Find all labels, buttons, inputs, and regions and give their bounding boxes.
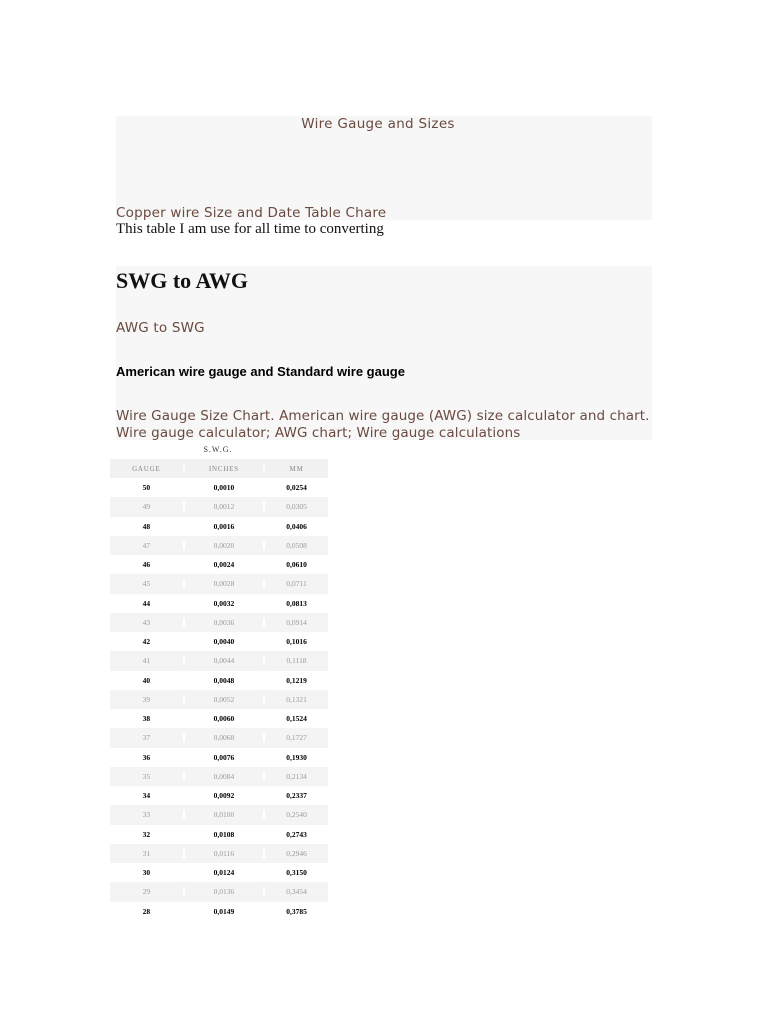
cell-gauge: 43 xyxy=(142,617,151,627)
table-row xyxy=(110,574,328,593)
table-row xyxy=(110,536,328,555)
table-row xyxy=(110,902,328,921)
cell-mm: 0,1118 xyxy=(263,656,328,665)
table-row xyxy=(110,690,328,709)
cell-mm: 0,0508 xyxy=(263,541,328,550)
table-header-row xyxy=(110,459,328,478)
cell-mm: 0,2134 xyxy=(263,772,328,781)
page-subtitle: Copper wire Size and Date Table Chare xyxy=(116,205,387,221)
cell-gauge: 29 xyxy=(142,887,151,897)
table-row xyxy=(110,497,328,516)
table-row xyxy=(110,786,328,805)
cell-gauge: 36 xyxy=(142,752,151,762)
cell-inches: 0,0024 xyxy=(183,560,264,569)
cell-mm: 0,1727 xyxy=(263,733,328,742)
cell-inches: 0,0136 xyxy=(183,887,264,896)
section-heading: SWG to AWG xyxy=(116,268,249,293)
cell-mm: 0,1016 xyxy=(263,637,328,646)
table-row xyxy=(110,825,328,844)
cell-inches: 0,0124 xyxy=(183,868,264,877)
cell-inches: 0,0108 xyxy=(183,830,264,839)
table-row xyxy=(110,651,328,670)
cell-mm: 0,2946 xyxy=(263,849,328,858)
intro-text: This table I am use for all time to converting xyxy=(116,221,384,237)
cell-inches: 0,0010 xyxy=(183,483,264,492)
table-row xyxy=(110,767,328,786)
table-row xyxy=(110,613,328,632)
cell-mm: 0,3150 xyxy=(263,868,328,877)
header-inches: INCHES xyxy=(183,465,264,473)
cell-inches: 0,0016 xyxy=(183,522,264,531)
cell-mm: 0,2743 xyxy=(263,830,328,839)
cell-mm: 0,3454 xyxy=(263,887,328,896)
cell-inches: 0,0040 xyxy=(183,637,264,646)
cell-mm: 0,0610 xyxy=(263,560,328,569)
cell-inches: 0,0052 xyxy=(183,695,264,704)
cell-gauge: 34 xyxy=(142,791,151,801)
cell-gauge: 50 xyxy=(142,483,151,493)
cell-inches: 0,0028 xyxy=(183,579,264,588)
cell-inches: 0,0032 xyxy=(183,599,264,608)
header-block xyxy=(116,116,652,220)
cell-inches: 0,0020 xyxy=(183,541,264,550)
cell-gauge: 38 xyxy=(142,714,151,724)
cell-inches: 0,0084 xyxy=(183,772,264,781)
cell-mm: 0,1930 xyxy=(263,753,328,762)
cell-gauge: 42 xyxy=(142,637,151,647)
cell-gauge: 31 xyxy=(142,848,151,858)
cell-mm: 0,1219 xyxy=(263,676,328,685)
cell-gauge: 47 xyxy=(142,540,151,550)
cell-mm: 0,0914 xyxy=(263,618,328,627)
cell-mm: 0,2540 xyxy=(263,810,328,819)
cell-gauge: 46 xyxy=(142,560,151,570)
cell-inches: 0,0068 xyxy=(183,733,264,742)
gauge-table xyxy=(110,459,328,921)
cell-mm: 0,0305 xyxy=(263,502,328,511)
table-row xyxy=(110,632,328,651)
cell-inches: 0,0036 xyxy=(183,618,264,627)
cell-mm: 0,0406 xyxy=(263,522,328,531)
cell-gauge: 35 xyxy=(142,771,151,781)
table-row xyxy=(110,671,328,690)
cell-mm: 0,0254 xyxy=(263,483,328,492)
cell-inches: 0,0092 xyxy=(183,791,264,800)
awg-to-swg-text: AWG to SWG xyxy=(116,320,205,336)
table-row xyxy=(110,555,328,574)
cell-mm: 0,3785 xyxy=(263,907,328,916)
cell-gauge: 41 xyxy=(142,656,151,666)
cell-mm: 0,2337 xyxy=(263,791,328,800)
section-bold-line: American wire gauge and Standard wire gauge xyxy=(116,364,405,379)
table-row xyxy=(110,844,328,863)
table-caption: S.W.G. xyxy=(203,445,233,454)
cell-inches: 0,0048 xyxy=(183,676,264,685)
table-row xyxy=(110,748,328,767)
table-row xyxy=(110,478,328,497)
cell-gauge: 45 xyxy=(142,579,151,589)
cell-inches: 0,0100 xyxy=(183,810,264,819)
table-row xyxy=(110,882,328,901)
cell-inches: 0,0044 xyxy=(183,656,264,665)
cell-inches: 0,0076 xyxy=(183,753,264,762)
cell-gauge: 49 xyxy=(142,502,151,512)
table-row xyxy=(110,594,328,613)
section-description: Wire Gauge Size Chart. American wire gauge (AWG) size calculator and chart. Wire gauge calculator; AWG chart; Wire gauge calculations xyxy=(116,408,650,441)
cell-mm: 0,0813 xyxy=(263,599,328,608)
cell-inches: 0,0012 xyxy=(183,502,264,511)
cell-gauge: 30 xyxy=(142,868,151,878)
table-row xyxy=(110,805,328,824)
cell-gauge: 39 xyxy=(142,694,151,704)
cell-gauge: 44 xyxy=(142,598,151,608)
cell-inches: 0,0116 xyxy=(183,849,264,858)
table-row xyxy=(110,517,328,536)
cell-gauge: 37 xyxy=(142,733,151,743)
table-row xyxy=(110,863,328,882)
cell-mm: 0,1524 xyxy=(263,714,328,723)
cell-gauge: 33 xyxy=(142,810,151,820)
header-gauge: GAUGE xyxy=(132,464,161,473)
cell-gauge: 40 xyxy=(142,675,151,685)
table-row xyxy=(110,709,328,728)
cell-gauge: 32 xyxy=(142,829,151,839)
cell-mm: 0,0711 xyxy=(263,579,328,588)
cell-gauge: 28 xyxy=(142,906,151,916)
cell-inches: 0,0149 xyxy=(183,907,264,916)
cell-inches: 0,0060 xyxy=(183,714,264,723)
cell-mm: 0,1321 xyxy=(263,695,328,704)
table-row xyxy=(110,728,328,747)
cell-gauge: 48 xyxy=(142,521,151,531)
page-title: Wire Gauge and Sizes xyxy=(301,116,455,132)
header-mm: MM xyxy=(263,465,328,473)
section-block xyxy=(116,266,652,440)
